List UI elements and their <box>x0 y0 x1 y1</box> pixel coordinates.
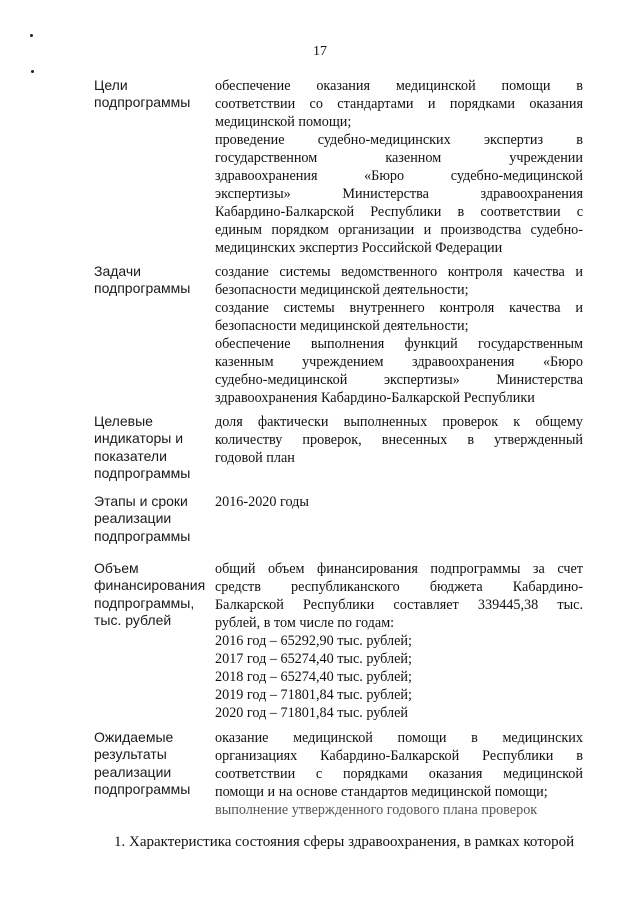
row-label <box>94 413 212 482</box>
row-label-line: тыс. рублей <box>94 611 172 628</box>
row-label-line: подпрограммы <box>94 94 191 111</box>
content-line: рублей, в том числе по годам: <box>215 615 395 631</box>
content-line: средств республиканского бюджета Кабардино- <box>215 579 583 595</box>
row-label-line: результаты <box>94 746 167 763</box>
content-line: здравоохранения «Бюро судебно-медицинской <box>215 168 583 184</box>
content-line: единым порядком организации и производства судебно- <box>215 222 583 238</box>
funding-year-line: 2016 год – 65292,90 тыс. рублей; <box>215 633 412 649</box>
row-label-line: реализации <box>94 510 172 527</box>
row-label-line: подпрограммы, <box>94 594 195 611</box>
content-line: обеспечение оказания медицинской помощи в <box>215 78 583 94</box>
funding-year-line: 2018 год – 65274,40 тыс. рублей; <box>215 669 412 685</box>
content-line: медицинских экспертиз Российской Федерации <box>215 240 503 256</box>
row-label-line: индикаторы и <box>94 430 184 447</box>
content-line: казенным учреждением здравоохранения «Бюро <box>215 354 583 370</box>
row-label <box>94 263 212 298</box>
content-line: доля фактически выполненных проверок к общему <box>215 414 583 430</box>
content-line: количеству проверок, внесенных в утвержденный <box>215 432 583 448</box>
content-line: экспертизы» Министерства здравоохранения <box>215 186 583 202</box>
content-line: годовой план <box>215 450 295 466</box>
row-content <box>215 413 583 467</box>
row-label-line: подпрограммы <box>94 780 191 797</box>
content-line: создание системы внутреннего контроля качества и <box>215 300 583 316</box>
row-label-line: Целевые <box>94 413 153 429</box>
section-heading: 1. Характеристика состояния сферы здравоохранения, в рамках которой <box>114 834 575 850</box>
content-line: выполнение утвержденного годового плана проверок <box>215 802 538 818</box>
content-line: безопасности медицинской деятельности; <box>215 318 469 334</box>
content-line: Балкарской Республики составляет 339445,38 тыс. <box>215 597 583 613</box>
content-line: безопасности медицинской деятельности; <box>215 282 469 298</box>
row-label-line: подпрограммы <box>94 464 191 481</box>
content-line: государственном казенном учреждении <box>215 150 583 166</box>
row-content <box>215 729 583 819</box>
scan-mark <box>31 70 34 73</box>
row-label-line: Ожидаемые <box>94 729 174 745</box>
row-label-line: показатели <box>94 447 167 464</box>
funding-year-line: 2019 год – 71801,84 тыс. рублей; <box>215 687 412 703</box>
content-line: медицинской помощи; <box>215 114 352 130</box>
content-line: Кабардино-Балкарской Республики в соответствии с <box>215 204 583 220</box>
row-label-line: реализации <box>94 763 172 780</box>
row-content <box>215 493 583 511</box>
content-line: общий объем финансирования подпрограммы за счет <box>215 561 583 577</box>
row-label <box>94 729 212 798</box>
content-line: здравоохранения Кабардино-Балкарской Республики <box>215 390 535 406</box>
row-label-line: подпрограммы <box>94 527 191 544</box>
row-label <box>94 560 212 629</box>
row-label-line: финансирования <box>94 577 206 594</box>
row-label-line: Цели <box>94 77 128 93</box>
content-line: помощи и на основе стандартов медицинской помощи; <box>215 784 548 800</box>
funding-year-line: 2017 год – 65274,40 тыс. рублей; <box>215 651 412 667</box>
row-content <box>215 263 583 407</box>
row-content <box>215 77 583 257</box>
row-label-line: подпрограммы <box>94 280 191 297</box>
row-label <box>94 77 212 112</box>
content-line: соответствии со стандартами и порядками оказания <box>215 96 583 112</box>
content-line: организациях Кабардино-Балкарской Республики в <box>215 748 583 764</box>
content-line: оказание медицинской помощи в медицинских <box>215 730 583 746</box>
scan-mark <box>30 34 33 37</box>
content-line: судебно-медицинской экспертизы» Министерства <box>215 372 583 388</box>
content-line: создание системы ведомственного контроля качества и <box>215 264 583 280</box>
row-label <box>94 493 212 545</box>
content-line: обеспечение выполнения функций государственным <box>215 336 583 352</box>
row-label-line: Этапы и сроки <box>94 493 188 509</box>
content-line: проведение судебно-медицинских экспертиз в <box>215 132 583 148</box>
funding-year-line: 2020 год – 71801,84 тыс. рублей <box>215 705 408 721</box>
content-line: соответствии с порядками оказания медицинской <box>215 766 583 782</box>
content-line: 2016-2020 годы <box>215 494 309 510</box>
row-content <box>215 560 583 722</box>
page-number: 17 <box>313 44 327 59</box>
row-label-line: Задачи <box>94 263 142 279</box>
row-label-line: Объем <box>94 560 139 576</box>
